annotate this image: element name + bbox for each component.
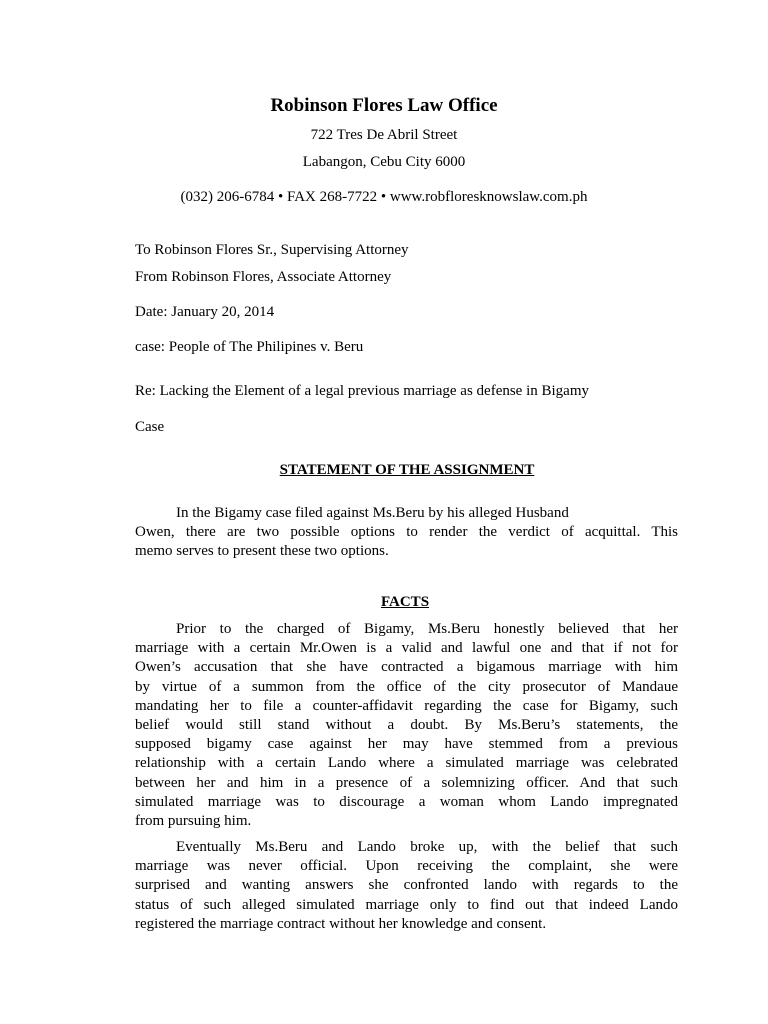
paragraph-line: simulated marriage was to discourage a woman whom Lando impregnated [135, 793, 678, 810]
paragraph-line: status of such alleged simulated marriage only to find out that indeed Lando [135, 896, 678, 913]
memo-re: Re: Lacking the Element of a legal previous marriage as defense in Bigamy [135, 383, 590, 399]
paragraph-line: belief would still stand without a doubt. By Ms.Beru’s statements, the [135, 716, 678, 733]
paragraph-line: supposed bigamy case against her may have stemmed from a previous [135, 736, 678, 753]
paragraph-line: Prior to the charged of Bigamy, Ms.Beru honestly believed that her [176, 621, 678, 637]
paragraph-line: Owen, there are two possible options to render the verdict of acquittal. This [135, 524, 678, 541]
memo-re-continued: Case [135, 419, 165, 435]
paragraph-line: Eventually Ms.Beru and Lando broke up, with the belief that such [176, 839, 678, 855]
paragraph-line: relationship with a certain Lando where a simulated marriage was celebrated [135, 755, 678, 772]
memo-date: Date: January 20, 2014 [135, 304, 275, 320]
assignment-heading: STATEMENT OF THE ASSIGNMENT [279, 462, 535, 478]
paragraph-line: In the Bigamy case filed against Ms.Beru by his alleged Husband [176, 505, 569, 521]
assignment-paragraph [135, 504, 678, 562]
paragraph-line: marriage with a certain Mr.Owen is a valid and lawful one and that if not for [135, 640, 678, 657]
facts-paragraph-1 [135, 620, 678, 831]
paragraph-line: memo serves to present these two options. [135, 543, 389, 560]
paragraph-line: registered the marriage contract without her knowledge and consent. [135, 915, 547, 932]
firm-contact: (032) 206-6784 • FAX 268-7722 • www.robfloresknowslaw.com.ph [180, 189, 588, 205]
firm-street: 722 Tres De Abril Street [310, 127, 458, 143]
facts-heading: FACTS [380, 594, 430, 610]
paragraph-line: Owen’s accusation that she have contracted a bigamous marriage with him [135, 659, 678, 676]
paragraph-line: from pursuing him. [135, 812, 252, 829]
firm-city: Labangon, Cebu City 6000 [302, 154, 466, 170]
memo-from: From Robinson Flores, Associate Attorney [135, 269, 392, 285]
paragraph-line: surprised and wanting answers she confronted lando with regards to the [135, 877, 678, 894]
paragraph-line: mandating her to file a counter-affidavit regarding the case for Bigamy, such [135, 697, 678, 714]
paragraph-line: marriage was never official. Upon receiving the complaint, she were [135, 858, 678, 875]
facts-paragraph-2 [135, 838, 678, 934]
memo-case: case: People of The Philipines v. Beru [135, 339, 364, 355]
paragraph-line: between her and him in a presence of a solemnizing officer. And that such [135, 774, 678, 791]
paragraph-line: by virtue of a summon from the office of the city prosecutor of Mandaue [135, 678, 678, 695]
memo-to: To Robinson Flores Sr., Supervising Attorney [135, 242, 409, 258]
firm-name: Robinson Flores Law Office [270, 95, 498, 116]
